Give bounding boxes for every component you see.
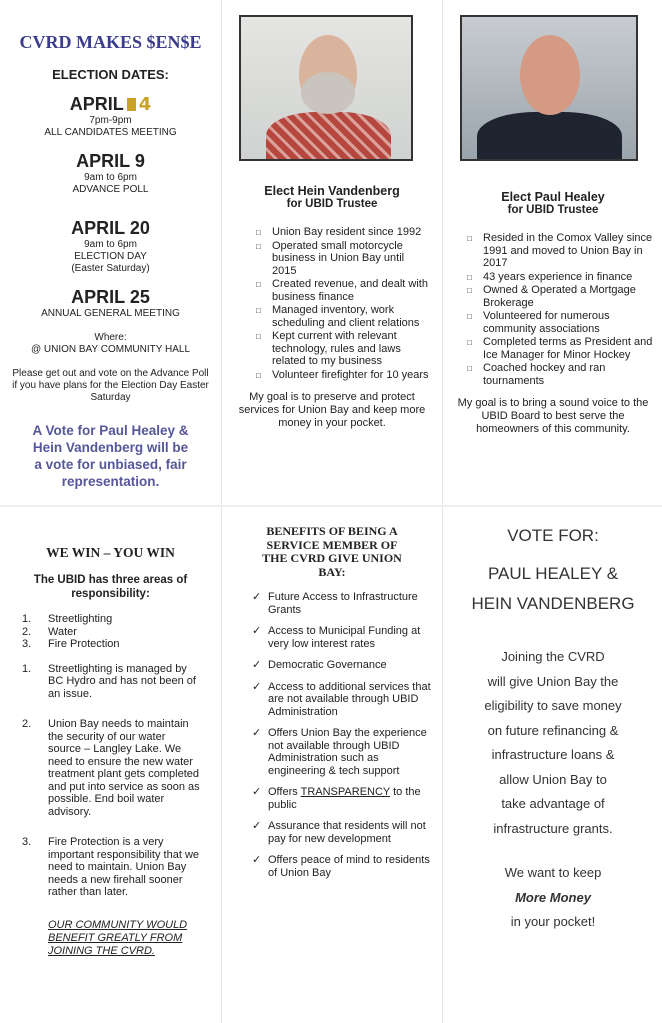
candidate-name: PAUL HEALEY & [487, 564, 619, 583]
event-desc: ELECTION DAY [74, 251, 147, 262]
vote-for: VOTE FOR: [507, 526, 599, 545]
event-date: APRIL 9 [76, 151, 145, 171]
marker-strikeout [127, 98, 136, 111]
list-item: □ Volunteered for numerous community associations [465, 310, 655, 335]
list-item: □ Resided in the Comox Valley since 1991 and moved to Union Bay in 2017 [465, 232, 655, 270]
list-item: □ Kept current with relevant technology, rules and laws related to my business [254, 330, 430, 368]
item-number: 1. [22, 662, 32, 675]
benefits-list [222, 591, 442, 879]
list-item [22, 613, 201, 626]
list-item [22, 663, 201, 701]
keep-text [443, 861, 662, 935]
candidate-photo [239, 15, 413, 161]
event-time: 9am to 6pm [84, 239, 137, 250]
qualifications-list [465, 232, 655, 387]
join-line: take advantage of [501, 796, 605, 811]
item-number: 2. [22, 718, 32, 730]
event-desc: ALL CANDIDATES MEETING [44, 127, 177, 138]
goal: My goal is to preserve and protect services for Union Bay and keep more money in your pocket. [238, 391, 426, 429]
goal: My goal is to bring a sound voice to the UBID Board to best serve the homeowners of this community. [457, 397, 649, 435]
join-line: eligibility to save money [484, 698, 622, 713]
details-list [0, 663, 221, 899]
list-item: ✓ Future Access to Infrastructure Grants [252, 591, 432, 616]
event-desc: ADVANCE POLL [72, 184, 149, 195]
elect-heading: Elect Hein Vandenberg [264, 184, 400, 198]
join-line: will give Union Bay the [487, 673, 619, 689]
list-item: □ Union Bay resident since 1992 [254, 226, 430, 239]
areas-list [0, 613, 221, 651]
list-item: ✓ Assurance that residents will not pay for new development [252, 820, 432, 845]
item-number: 2. [22, 625, 32, 638]
keep-line: We want to keep [504, 865, 602, 880]
list-item: □ Completed terms as President and Ice Manager for Minor Hockey [465, 336, 655, 361]
list-item: □ 43 years experience in finance [465, 271, 655, 284]
panel-election-dates [0, 0, 221, 505]
list-item: □ Operated small motorcycle business in Union Bay until 2015 [254, 240, 430, 278]
where-label: Where: [94, 332, 127, 343]
join-text [443, 645, 662, 841]
event-time: 7pm-9pm [89, 115, 132, 126]
event-note: (Easter Saturday) [71, 263, 150, 274]
text: to the public [268, 786, 421, 811]
advice: Please get out and vote on the Advance Poll if you have plans for the Election Day Easter Saturday [12, 368, 209, 403]
join-line: allow Union Bay to [499, 771, 607, 787]
join-line: on future refinancing & [487, 722, 619, 738]
title: CVRD MAKES $EN$E [19, 32, 202, 52]
list-item: ✓ Access to additional services that are not available through UBID Administration [252, 681, 432, 719]
item-text: Fire Protection [48, 638, 120, 650]
panel-hein-vandenberg [221, 0, 442, 505]
list-item: □ Owned & Operated a Mortgage Brokerage [465, 284, 655, 309]
item-number: 3. [22, 836, 32, 848]
list-item: □ Coached hockey and ran tournaments [465, 362, 655, 387]
title: WE WIN – YOU WIN [46, 545, 175, 560]
list-item [22, 626, 201, 639]
event-date: APRIL 20 [71, 218, 150, 238]
event-date: APRIL 25 [71, 287, 150, 307]
panel-we-win [0, 507, 221, 1023]
candidate-photo [460, 15, 638, 161]
list-item: ✓ Offers peace of mind to residents of Union Bay [252, 854, 432, 879]
candidate-name: HEIN VANDENBERG [471, 594, 635, 613]
event-date [0, 94, 221, 115]
item-text: Water [48, 625, 77, 638]
item-number: 1. [22, 613, 32, 625]
list-item: □ Volunteer firefighter for 10 years [254, 369, 430, 382]
panel-benefits [221, 507, 442, 1023]
list-item: ✓ Democratic Governance [252, 659, 432, 672]
list-item [22, 638, 201, 651]
footer: OUR COMMUNITY WOULD BENEFIT GREATLY FROM JOINING THE CVRD. [48, 918, 188, 957]
item-text: Streetlighting is managed by BC Hydro and has not been of an issue. [48, 662, 196, 700]
item-number: 3. [22, 638, 32, 650]
handwritten-date: 4 [138, 94, 152, 115]
item-text: Streetlighting [48, 613, 113, 625]
item-text: Union Bay needs to maintain the security of our water source – Langley Lake. We need to ensure the new water treatment plant gets completed and put into service as soon as possible. End boil water advisory. [48, 718, 200, 818]
list-item: □ Managed inventory, work scheduling and client relations [254, 304, 430, 329]
transparency-emphasis: TRANSPARENCY [300, 786, 391, 798]
panel-paul-healey [442, 0, 662, 505]
event-desc: ANNUAL GENERAL MEETING [41, 308, 180, 319]
role: for UBID Trustee [507, 204, 599, 216]
panel-vote-for [442, 507, 662, 1023]
join-line: Joining the CVRD [501, 649, 605, 664]
role: for UBID Trustee [286, 198, 378, 210]
list-item [22, 718, 201, 818]
join-line: infrastructure grants. [493, 820, 613, 836]
title: BENEFITS OF BEING A SERVICE MEMBER OF THE CVRD GIVE UNION BAY: [262, 524, 402, 579]
event-time: 9am to 6pm [84, 172, 137, 183]
slogan: A Vote for Paul Healey & Hein Vandenberg will be a vote for unbiased, fair representation. [32, 423, 189, 489]
list-item: ✓ Offers Union Bay the experience not available through UBID Administration such as engineering & tech support [252, 727, 432, 777]
subtitle: The UBID has three areas of responsibility: [33, 574, 188, 600]
list-item [22, 836, 201, 899]
date-prefix: APRIL [69, 94, 124, 114]
dates-heading: ELECTION DATES: [52, 67, 169, 82]
elect-heading: Elect Paul Healey [501, 190, 605, 204]
join-line: infrastructure loans & [491, 747, 615, 762]
list-item: □ Created revenue, and dealt with business finance [254, 278, 430, 303]
where: @ UNION BAY COMMUNITY HALL [30, 344, 191, 355]
qualifications-list [254, 226, 430, 381]
text: Offers [268, 786, 301, 798]
item-text: Fire Protection is a very important responsibility that we need to maintain. Union Bay needs a new firehall sooner rather than later. [48, 836, 200, 898]
keep-emphasis: More Money [515, 889, 591, 905]
list-item [252, 786, 432, 811]
keep-line: in your pocket! [510, 914, 596, 929]
list-item: ✓ Access to Municipal Funding at very low interest rates [252, 625, 432, 650]
